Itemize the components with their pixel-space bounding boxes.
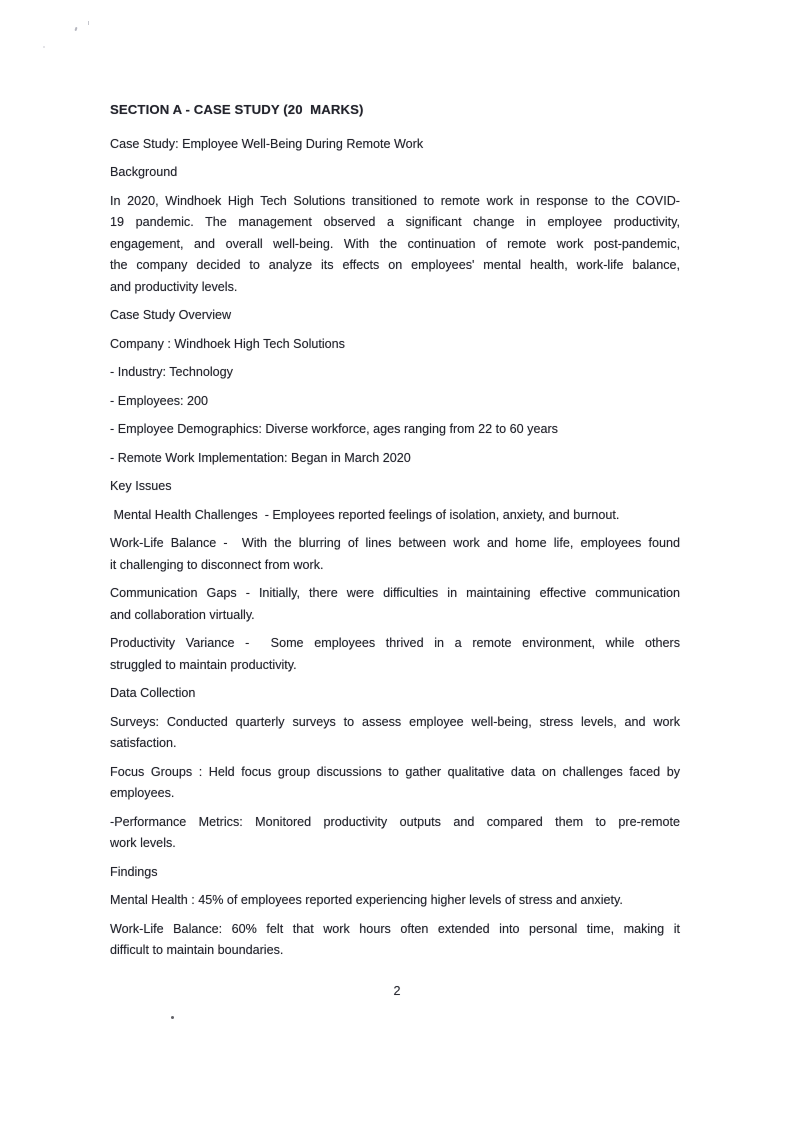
text-line: - Industry: Technology: [110, 365, 233, 379]
text-line: Case Study: Employee Well-Being During Remote Work: [110, 136, 424, 151]
paragraph: [110, 633, 680, 676]
text-line: Case Study Overview: [110, 308, 232, 322]
text-line: satisfaction.: [110, 736, 177, 750]
text-line: Background: [110, 165, 178, 179]
paragraph: [110, 391, 680, 413]
paragraph: [110, 162, 680, 184]
text-line: struggled to maintain productivity.: [110, 657, 297, 672]
paragraph: [110, 305, 680, 327]
text-line: Mental Health Challenges - Employees reported feelings of isolation, anxiety, and burnout.: [110, 507, 620, 522]
paragraph: [110, 533, 680, 576]
text-line: and collaboration virtually.: [110, 607, 255, 622]
paragraph: [110, 683, 680, 705]
text-line: employees.: [110, 786, 175, 800]
text-line: 19 pandemic. The management observed a significant change in employee productivity,: [110, 215, 680, 229]
section-heading: SECTION A - CASE STUDY (20 MARKS): [110, 102, 364, 117]
paragraph: [110, 134, 680, 156]
scan-speck: [88, 21, 89, 25]
document-content: [110, 99, 680, 962]
scan-speck: [74, 27, 77, 31]
text-line: Productivity Variance - Some employees thrived in a remote environment, while others: [110, 636, 680, 650]
paragraph: [110, 505, 680, 527]
paragraph: [110, 762, 680, 805]
paragraph: [110, 334, 680, 356]
paragraph: [110, 890, 680, 912]
paragraph: [110, 862, 680, 884]
paragraph: [110, 191, 680, 299]
text-line: Work-Life Balance - With the blurring of lines between work and home life, employees found: [110, 536, 680, 550]
paragraph: [110, 812, 680, 855]
text-line: Company : Windhoek High Tech Solutions: [110, 336, 345, 351]
text-line: In 2020, Windhoek High Tech Solutions transitioned to remote work in response to the COVID-: [110, 193, 680, 208]
text-line: Communication Gaps - Initially, there were difficulties in maintaining effective communication: [110, 586, 680, 600]
paragraph: [110, 448, 680, 470]
paragraph: [110, 712, 680, 755]
scan-speck: [43, 46, 45, 48]
text-line: - Employees: 200: [110, 393, 209, 408]
document-body: [110, 134, 680, 962]
page-number: 2: [393, 984, 401, 998]
text-line: Data Collection: [110, 686, 196, 700]
text-line: Mental Health : 45% of employees reported experiencing higher levels of stress and anxiety.: [110, 893, 623, 907]
text-line: Key Issues: [110, 479, 172, 493]
text-line: and productivity levels.: [110, 279, 238, 294]
text-line: work levels.: [110, 836, 176, 850]
paragraph: [110, 476, 680, 498]
text-line: Focus Groups : Held focus group discussions to gather qualitative data on challenges faced by: [110, 764, 680, 779]
text-line: - Employee Demographics: Diverse workforce, ages ranging from 22 to 60 years: [110, 422, 558, 436]
paragraph: [110, 362, 680, 384]
text-line: Surveys: Conducted quarterly surveys to assess employee well-being, stress levels, and work: [110, 714, 680, 729]
text-line: engagement, and overall well-being. With the continuation of remote work post-pandemic,: [110, 236, 680, 251]
text-line: difficult to maintain boundaries.: [110, 943, 284, 957]
paragraph: [110, 419, 680, 441]
text-line: the company decided to analyze its effects on employees' mental health, work-life balance,: [110, 258, 680, 272]
text-line: Findings: [110, 864, 158, 879]
paragraph: [110, 583, 680, 626]
scan-speck: [171, 1016, 174, 1019]
text-line: Work-Life Balance: 60% felt that work hours often extended into personal time, making it: [110, 921, 680, 936]
text-line: - Remote Work Implementation: Began in March 2020: [110, 450, 411, 465]
text-line: -Performance Metrics: Monitored productivity outputs and compared them to pre-remote: [110, 814, 680, 829]
paragraph: [110, 919, 680, 962]
text-line: it challenging to disconnect from work.: [110, 557, 324, 572]
